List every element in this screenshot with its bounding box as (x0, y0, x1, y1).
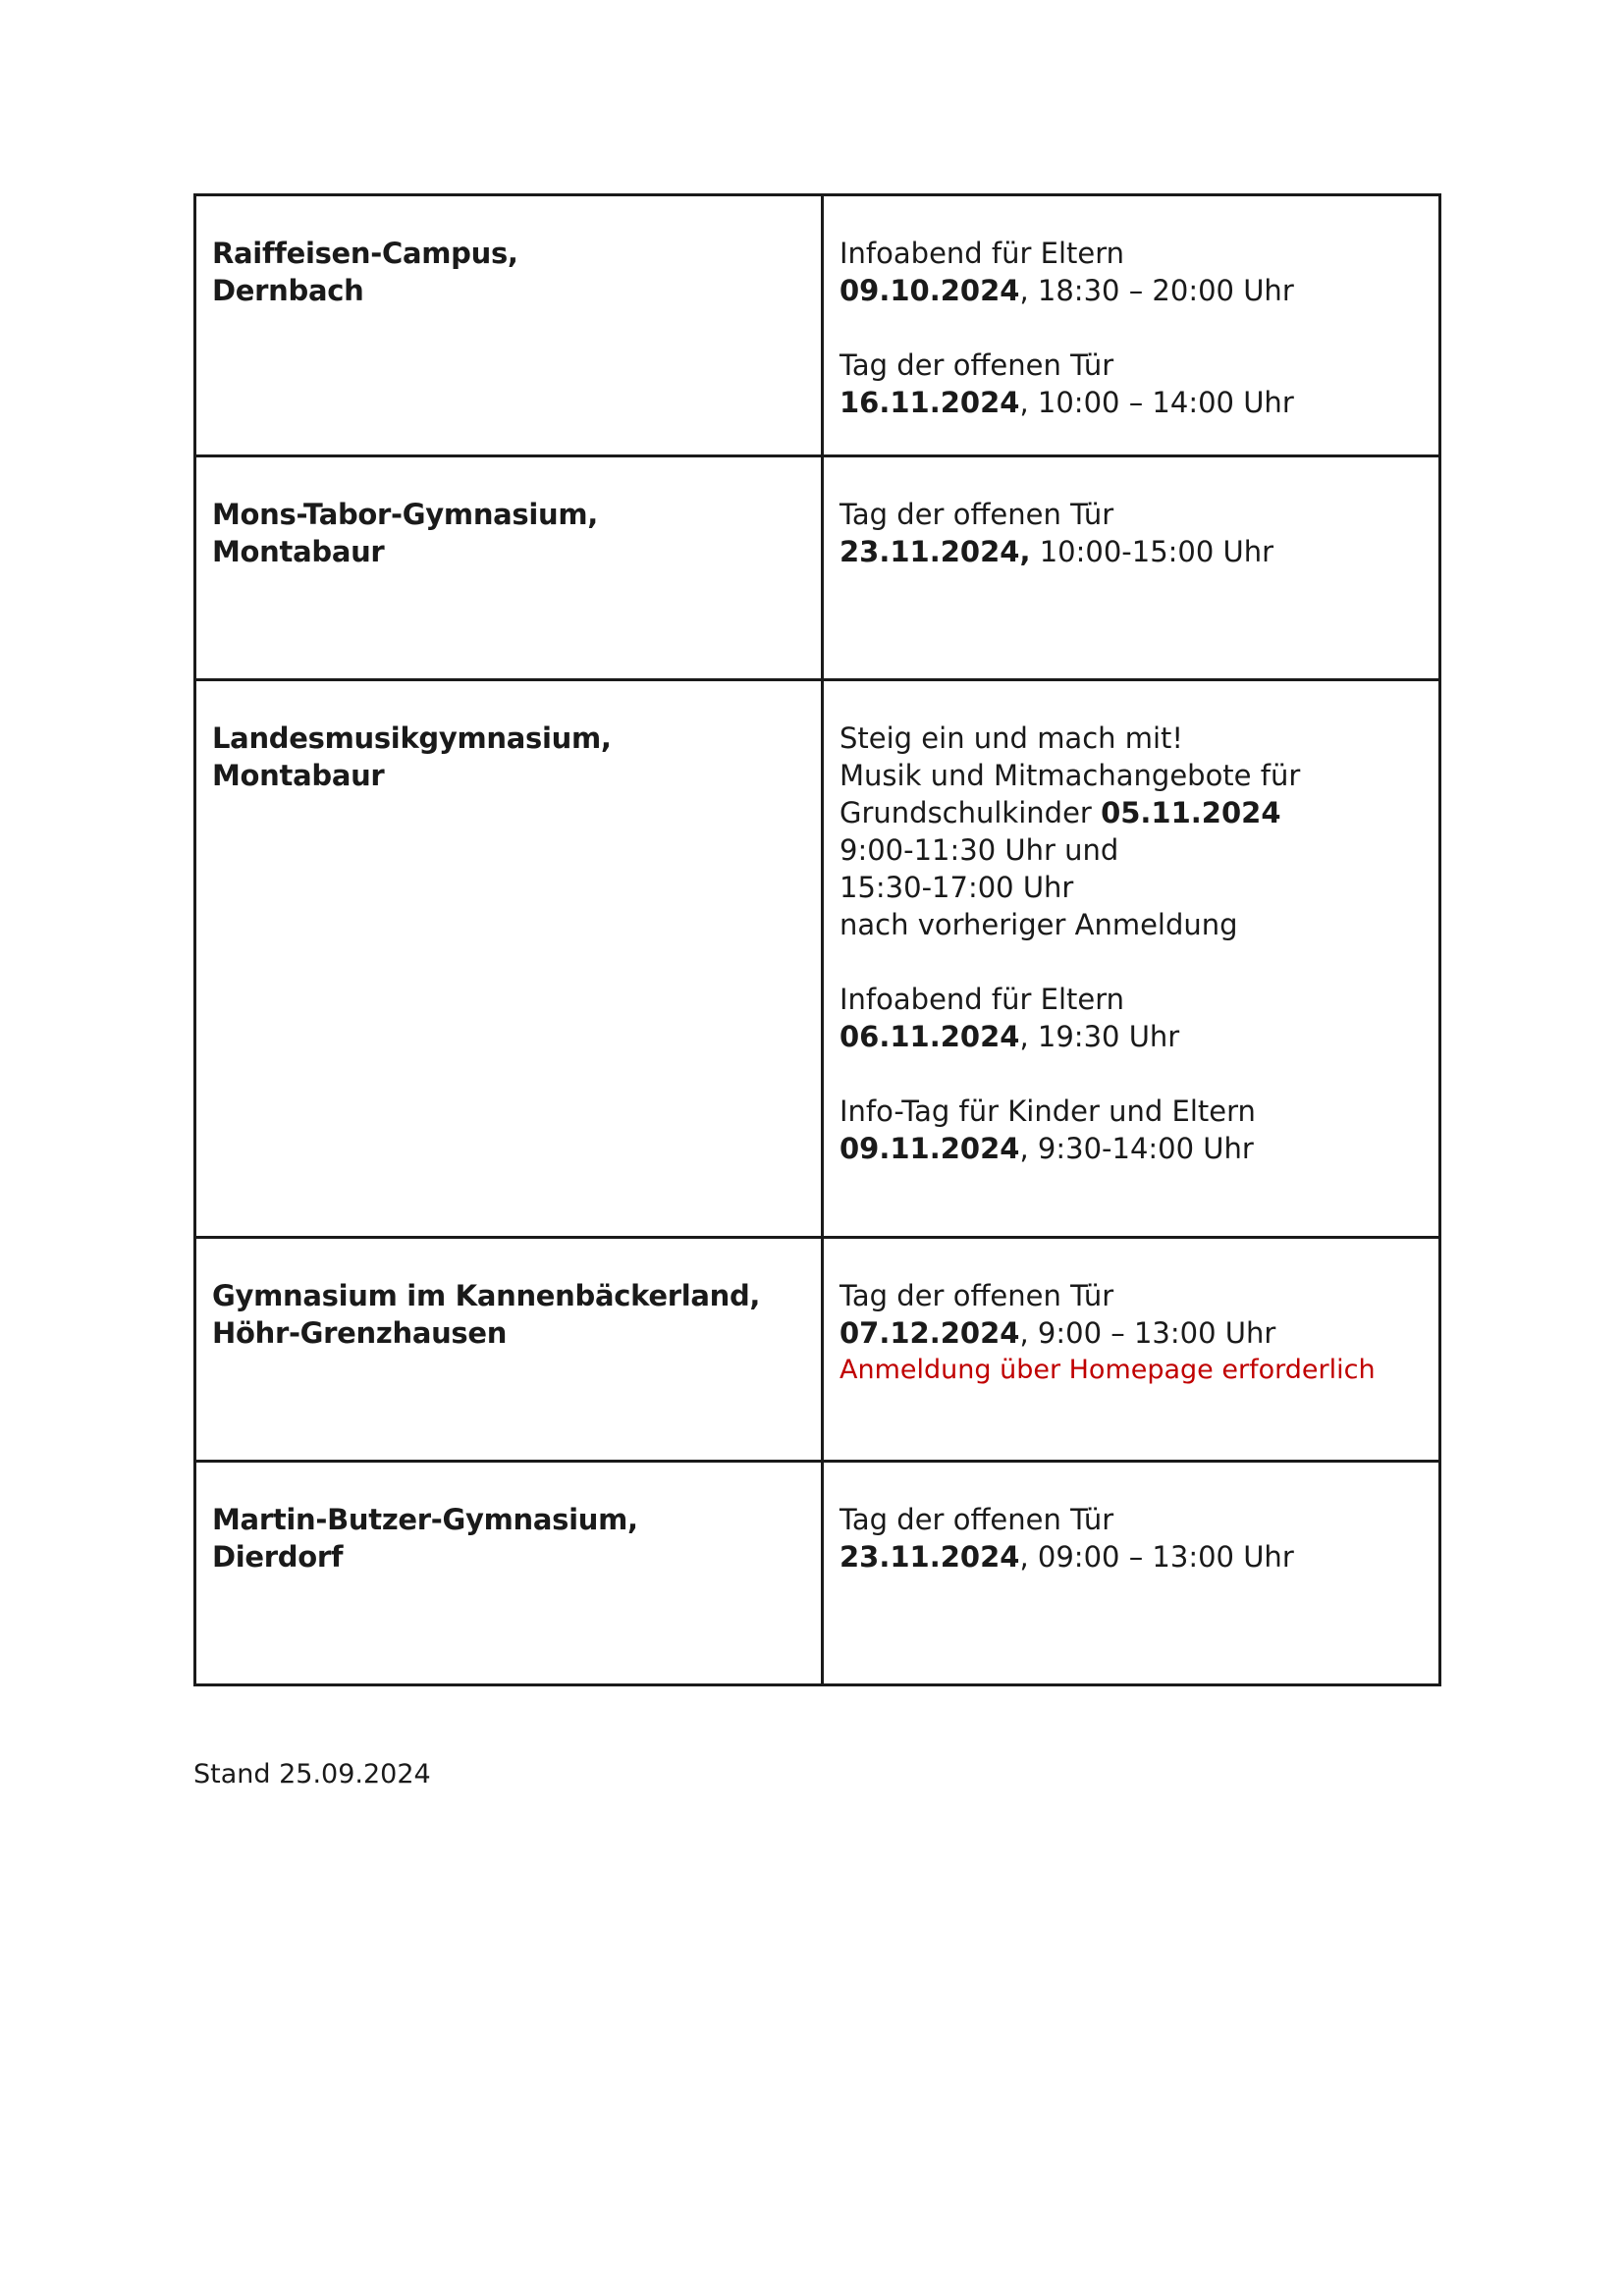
event-title: Tag der offenen Tür (839, 348, 1114, 382)
school-name: Mons-Tabor-Gymnasium, (212, 498, 599, 531)
event-time: , 10:00 – 14:00 Uhr (1019, 386, 1294, 419)
event-datetime (839, 533, 1423, 570)
school-location: Dierdorf (212, 1540, 344, 1574)
event-time: 9:00-11:30 Uhr und (839, 833, 1119, 867)
school-location: Dernbach (212, 274, 364, 307)
school-cell (195, 195, 823, 456)
school-name: Raiffeisen-Campus, (212, 237, 518, 270)
event-datetime (839, 1314, 1423, 1352)
school-location: Höhr-Grenzhausen (212, 1316, 508, 1350)
school-cell (195, 456, 823, 680)
event-time: , 09:00 – 13:00 Uhr (1019, 1540, 1294, 1574)
event-title: Tag der offenen Tür (839, 498, 1114, 531)
event-datetime (839, 1538, 1423, 1575)
event-title: Infoabend für Eltern (839, 983, 1125, 1016)
event-title: Infoabend für Eltern (839, 237, 1125, 270)
event-title: Tag der offenen Tür (839, 1279, 1114, 1312)
event-title: Info-Tag für Kinder und Eltern (839, 1095, 1256, 1128)
schedule-table (193, 193, 1441, 1686)
events-cell (823, 680, 1440, 1238)
event-date: 16.11.2024 (839, 386, 1020, 419)
event-time: 10:00-15:00 Uhr (1030, 535, 1274, 568)
school-location: Montabaur (212, 535, 385, 568)
school-name: Gymnasium im Kannenbäckerland, (212, 1279, 761, 1312)
event-title: Tag der offenen Tür (839, 1503, 1114, 1536)
event-date: 09.11.2024 (839, 1132, 1020, 1165)
event-description: Grundschulkinder 05.11.2024 (839, 796, 1281, 829)
event-datetime (839, 384, 1423, 421)
event-title: Steig ein und mach mit! (839, 721, 1184, 755)
events-cell (823, 456, 1440, 680)
event-time: 15:30-17:00 Uhr (839, 871, 1074, 904)
event-date: 07.12.2024 (839, 1316, 1020, 1350)
stand-date: Stand 25.09.2024 (193, 1759, 431, 1789)
event-datetime (839, 1018, 1423, 1055)
events-cell (823, 1462, 1440, 1685)
event-date: 06.11.2024 (839, 1020, 1020, 1053)
table-row (195, 1238, 1440, 1462)
event-date: 05.11.2024 (1101, 796, 1281, 829)
event-time: , 9:00 – 13:00 Uhr (1019, 1316, 1276, 1350)
school-cell (195, 680, 823, 1238)
school-cell (195, 1238, 823, 1462)
event-date: 23.11.2024, (839, 535, 1031, 568)
events-cell (823, 195, 1440, 456)
event-datetime (839, 1130, 1423, 1167)
event-description: Musik und Mitmachangebote für (839, 759, 1301, 792)
event-date: 09.10.2024 (839, 274, 1020, 307)
event-date: 23.11.2024 (839, 1540, 1020, 1574)
school-name: Landesmusikgymnasium, (212, 721, 612, 755)
table-row (195, 195, 1440, 456)
event-datetime (839, 272, 1423, 309)
school-location: Montabaur (212, 759, 385, 792)
table-row (195, 1462, 1440, 1685)
school-cell (195, 1462, 823, 1685)
table-row (195, 456, 1440, 680)
table-row (195, 680, 1440, 1238)
registration-note: Anmeldung über Homepage erforderlich (839, 1355, 1376, 1385)
event-time: , 19:30 Uhr (1019, 1020, 1180, 1053)
events-cell (823, 1238, 1440, 1462)
event-description: nach vorheriger Anmeldung (839, 908, 1238, 941)
school-name: Martin-Butzer-Gymnasium, (212, 1503, 638, 1536)
event-time: , 9:30-14:00 Uhr (1019, 1132, 1254, 1165)
event-time: , 18:30 – 20:00 Uhr (1019, 274, 1294, 307)
